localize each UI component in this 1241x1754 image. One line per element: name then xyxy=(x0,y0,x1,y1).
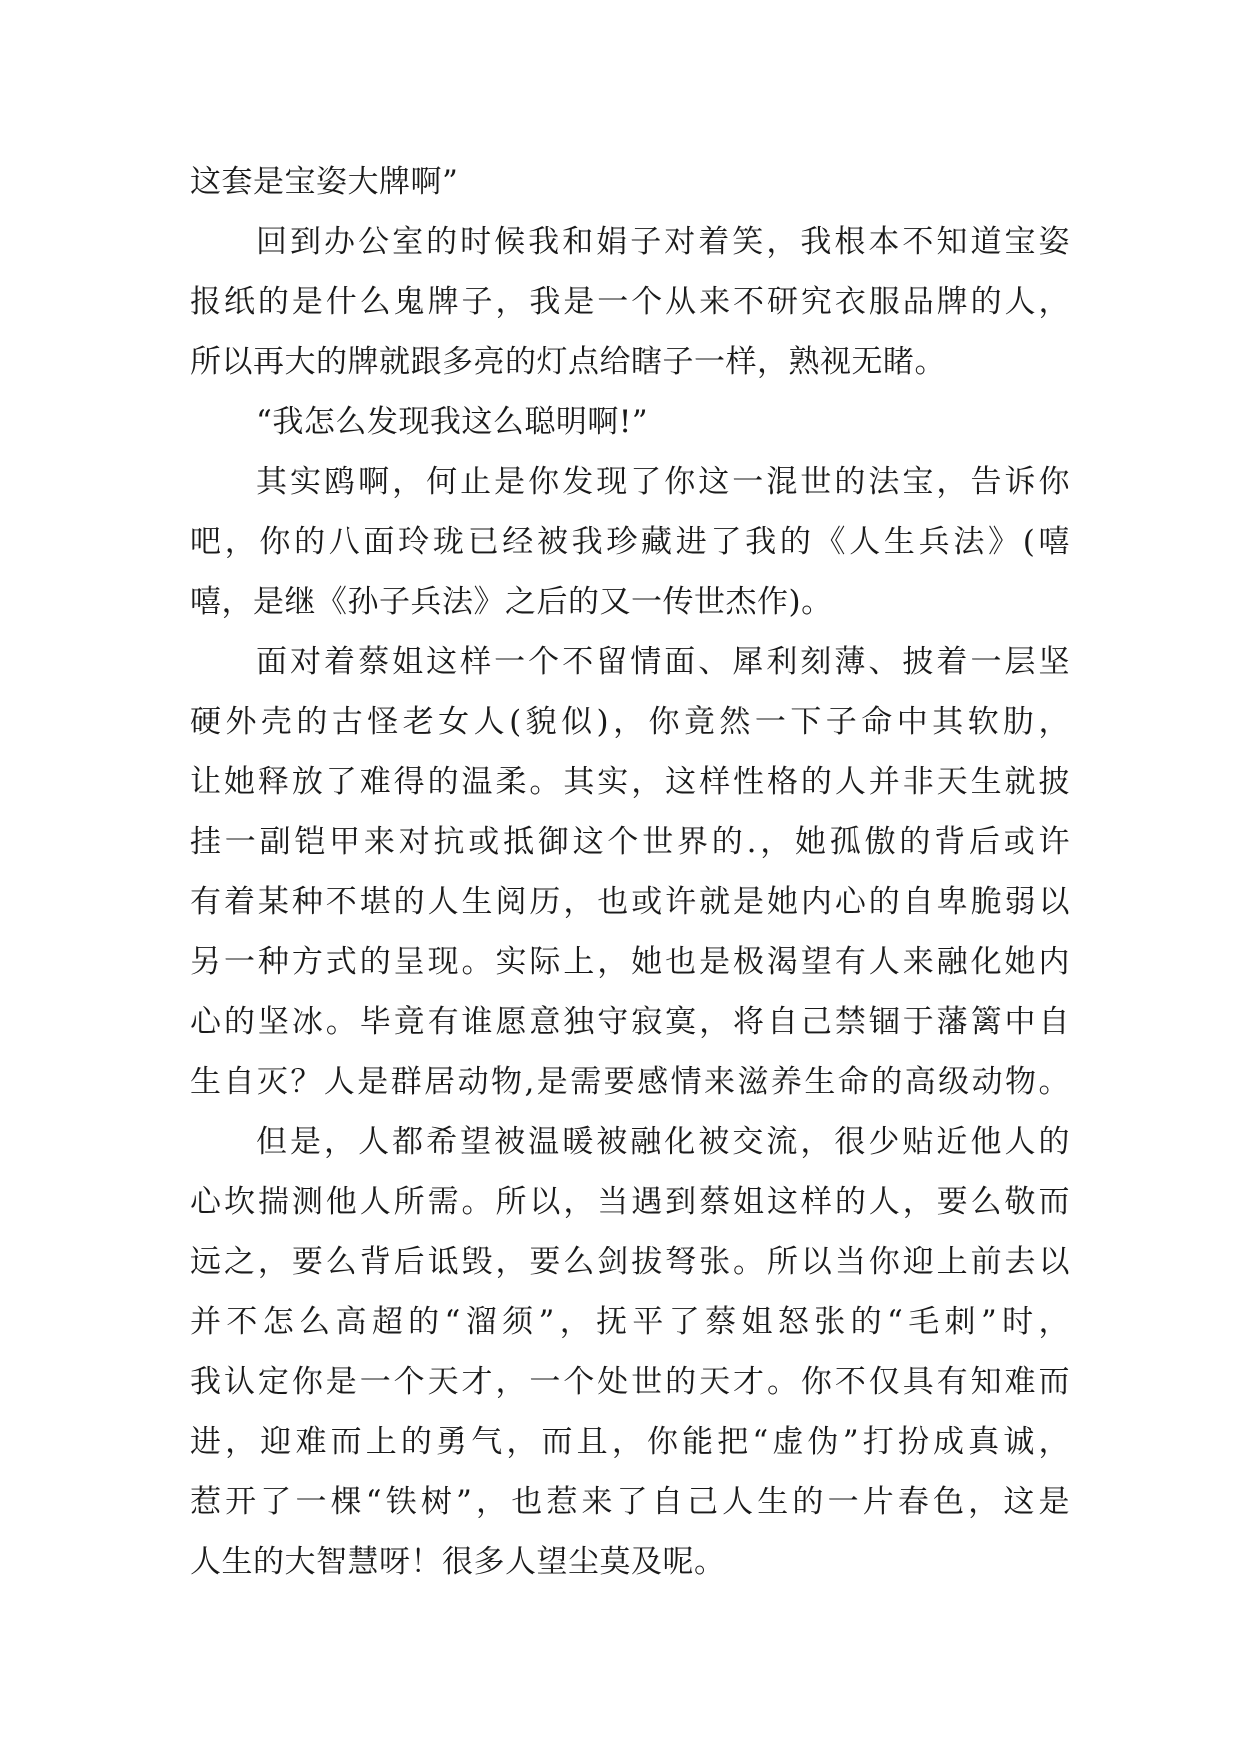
text-line: 硬外壳的古怪老女人(貌似)，你竟然一下子命中其软肋， xyxy=(190,704,1070,740)
text-line: 让她释放了难得的温柔。其实，这样性格的人并非天生就披 xyxy=(190,764,1070,800)
text-line: 心坎揣测他人所需。所以，当遇到蔡姐这样的人，要么敬而 xyxy=(190,1184,1070,1220)
text-line: 这套是宝姿大牌啊” xyxy=(190,164,459,200)
text-line: 另一种方式的呈现。实际上，她也是极渴望有人来融化她内 xyxy=(190,944,1070,980)
text-line: 其实鸥啊，何止是你发现了你这一混世的法宝，告诉你 xyxy=(256,464,1070,500)
text-line: 惹开了一棵“铁树”，也惹来了自己人生的一片春色，这是 xyxy=(190,1484,1070,1520)
text-line: 嘻，是继《孙子兵法》之后的又一传世杰作)。 xyxy=(190,584,833,620)
text-line: 面对着蔡姐这样一个不留情面、犀利刻薄、披着一层坚 xyxy=(256,644,1070,680)
text-line: 但是，人都希望被温暖被融化被交流，很少贴近他人的 xyxy=(256,1124,1070,1160)
text-line: “我怎么发现我这么聪明啊!” xyxy=(256,404,649,440)
text-line: 报纸的是什么鬼牌子，我是一个从来不研究衣服品牌的人， xyxy=(190,284,1070,320)
text-line: 我认定你是一个天才，一个处世的天才。你不仅具有知难而 xyxy=(190,1364,1070,1400)
text-line: 并不怎么高超的“溜须”，抚平了蔡姐怒张的“毛刺”时， xyxy=(190,1304,1070,1340)
text-line: 远之，要么背后诋毁，要么剑拔弩张。所以当你迎上前去以 xyxy=(190,1244,1070,1280)
text-line: 人生的大智慧呀！很多人望尘莫及呢。 xyxy=(190,1544,726,1580)
text-line: 所以再大的牌就跟多亮的灯点给瞎子一样，熟视无睹。 xyxy=(190,344,946,380)
text-line: 心的坚冰。毕竟有谁愿意独守寂寞，将自己禁锢于藩篱中自 xyxy=(190,1004,1070,1040)
text-line: 回到办公室的时候我和娟子对着笑，我根本不知道宝姿 xyxy=(256,224,1070,260)
text-line: 有着某种不堪的人生阅历，也或许就是她内心的自卑脆弱以 xyxy=(190,884,1070,920)
text-line: 挂一副铠甲来对抗或抵御这个世界的.，她孤傲的背后或许 xyxy=(190,824,1070,860)
text-line: 进，迎难而上的勇气，而且，你能把“虚伪”打扮成真诚， xyxy=(190,1424,1070,1460)
body-text xyxy=(190,152,1070,1592)
text-line: 吧，你的八面玲珑已经被我珍藏进了我的《人生兵法》(嘻 xyxy=(190,524,1070,560)
text-line: 生自灭？人是群居动物,是需要感情来滋养生命的高级动物。 xyxy=(190,1064,1070,1100)
